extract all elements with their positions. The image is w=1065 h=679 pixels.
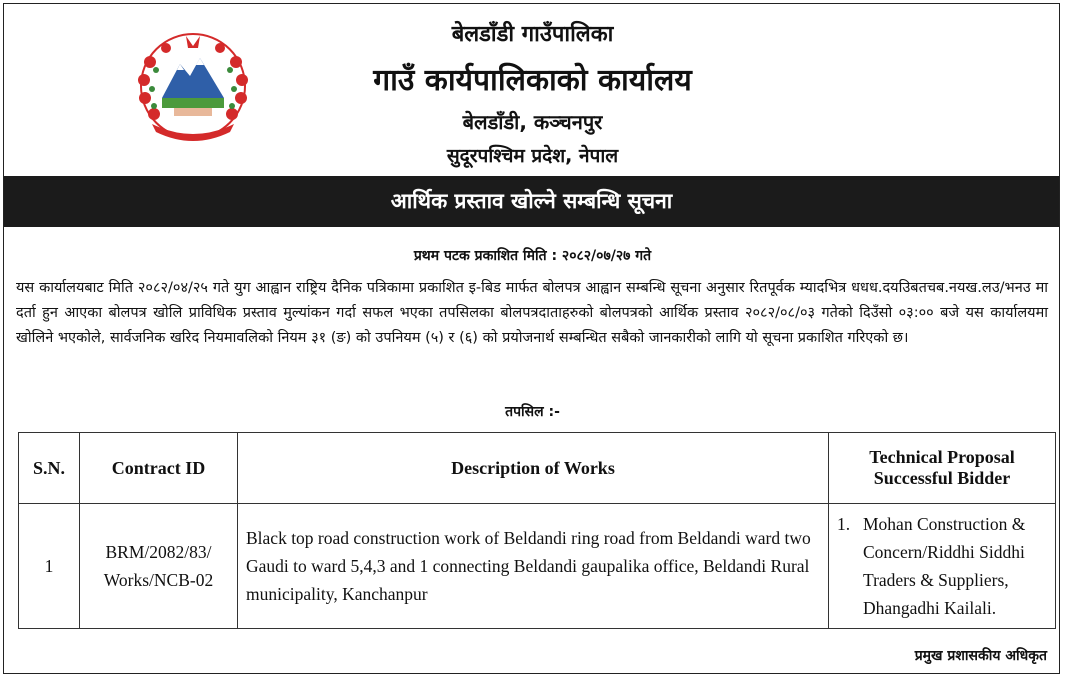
schedule-label: तपसिल :- bbox=[505, 404, 560, 420]
works-table bbox=[18, 432, 1056, 629]
notice-body: यस कार्यालयबाट मिति २०८२/०४/२५ गते युग आह्वान राष्ट्रिय दैनिक पत्रिकामा प्रकाशित इ-बिड मार्फत बोलपत्र आह्वान सम्बन्धि सूचना अनुसार रितपूर्वक म्यादभित्र धधध.दयउिबतचब.नयख.लउ/भनउ मा दर्ता हुन आएका बोलपत्र खोलि प्राविधिक प्रस्ताव मुल्यांकन गर्दा सफल भएका तपसिलका बोलपत्रदाताहरुको बोलपत्रको आर्थिक प्रस्ताव २०८२/०८/०३ गतेको दिउँसो ०३:०० बजे यस कार्यालयमा खोलिने भएकोले, सार्वजनिक खरिद नियमावलिको नियम ३१ (ङ) को उपनियम (५) र (६) को प्रयोजनार्थ सम्बन्धित सबैको जानकारीको लागि यो सूचना प्रकाशित गरिएको छ। bbox=[16, 280, 1048, 346]
header-bidder-line2: Successful Bidder bbox=[873, 468, 1011, 488]
table-header-row bbox=[19, 433, 1056, 504]
row-contract-id-line1: BRM/2082/83/ bbox=[105, 542, 212, 562]
header-bidder bbox=[829, 433, 1056, 504]
row-sn: 1 bbox=[19, 504, 80, 629]
table-row bbox=[19, 504, 1056, 629]
office-location: बेलडाँडी, कञ्चनपुर bbox=[462, 110, 603, 134]
row-contract-id-line2: Works/NCB-02 bbox=[103, 570, 214, 590]
office-province: सुदूरपश्चिम प्रदेश, नेपाल bbox=[446, 145, 619, 167]
notice-title: आर्थिक प्रस्ताव खोल्ने सम्बन्धि सूचना bbox=[4, 176, 1059, 227]
notice-frame bbox=[3, 3, 1060, 674]
municipality-name: बेलडाँडी गाउँपालिका bbox=[451, 22, 614, 47]
header-bidder-line1: Technical Proposal bbox=[869, 447, 1015, 467]
header-description: Description of Works bbox=[238, 433, 829, 504]
notice-header bbox=[4, 4, 1061, 176]
header-sn: S.N. bbox=[19, 433, 80, 504]
row-contract-id bbox=[80, 504, 238, 629]
row-bidder-name: Mohan Construction & Concern/Riddhi Siddhi Traders & Suppliers, Dhangadhi Kailali. bbox=[863, 514, 1026, 618]
signature-title: प्रमुख प्रशासकीय अधिकृत bbox=[914, 648, 1047, 664]
office-name: गाउँ कार्यपालिकाको कार्यालय bbox=[373, 63, 692, 98]
row-bidder bbox=[829, 504, 1056, 629]
row-description: Black top road construction work of Beldandi ring road from Beldandi ward two Gaudi to ward 5,4,3 and 1 connecting Beldandi gaupalika office, Beldandi Rural municipality, Kanchanpur bbox=[238, 504, 829, 629]
row-bidder-number: 1. bbox=[837, 514, 851, 534]
header-contract-id: Contract ID bbox=[80, 433, 238, 504]
published-date: प्रथम पटक प्रकाशित मिति : २०८२/०७/२७ गते bbox=[413, 248, 652, 264]
